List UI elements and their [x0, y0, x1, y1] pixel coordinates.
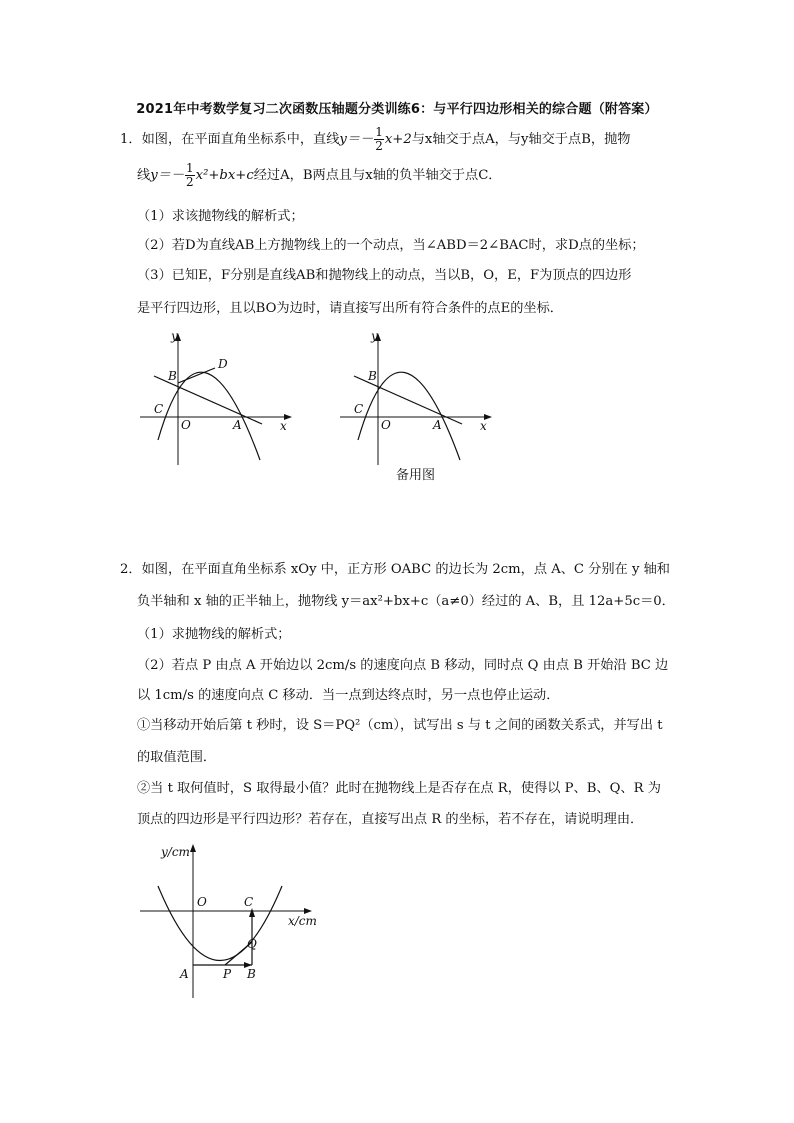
q2-line-2: 负半轴和 x 轴的正半轴上，抛物线 y＝ax²+bx+c（a≠0）经过的 A、B，且 12a+5c＝0． [137, 594, 675, 609]
fig2-point-a: A [433, 418, 442, 432]
q1-eq2-rhs: x²+bx+c [195, 168, 254, 183]
frac-denominator: 2 [375, 139, 383, 153]
q1-eq1-fraction [374, 126, 384, 153]
frac-numerator: 1 [186, 161, 194, 175]
fig1-point-d: D [218, 357, 228, 371]
q2-fig-x-label: x/cm [288, 914, 317, 928]
q1-part-3-line-2: 是平行四边形，且以BO为边时，请直接写出所有符合条件的点E的坐标． [137, 301, 563, 316]
q1-part-1: （1）求该抛物线的解析式； [137, 209, 304, 224]
q1-text: 线 [137, 168, 151, 183]
q2-fig-point-q: Q [247, 937, 257, 951]
fig2-x-label: x [480, 419, 487, 433]
fig1-origin: O [181, 418, 191, 432]
q2-part-2-line-1: （2）若点 P 由点 A 开始边以 2cm/s 的速度向点 B 移动，同时点 Q 由点 B 开始沿 BC 边 [137, 658, 669, 673]
fig1-point-c: C [154, 402, 164, 416]
q2-part-1: （1）求抛物线的解析式； [137, 627, 291, 642]
q1-eq2-fraction [185, 162, 195, 189]
frac-numerator: 1 [375, 125, 383, 139]
fig2-point-c: C [354, 402, 364, 416]
q2-fig-point-b: B [247, 967, 256, 981]
fig1-x-label: x [280, 419, 287, 433]
q1-line-2 [137, 162, 502, 189]
q2-line-1: 2．如图，在平面直角坐标系 xOy 中，正方形 OABC 的边长为 2cm，点 A、C 分别在 y 轴和 [120, 562, 670, 577]
q1-part-3-line-1: （3）已知E，F分别是直线AB和抛物线上的动点，当以B，O，E，F为顶点的四边形 [137, 268, 632, 283]
q2-fig-point-a: A [180, 967, 189, 981]
fig1-point-b: B [168, 369, 177, 383]
q2-fig-point-c: C [244, 895, 254, 909]
q1-part-2: （2）若D为直线AB上方抛物线上的一个动点，当∠ABD＝2∠BAC时，求D点的坐标； [137, 238, 645, 253]
q1-figure-main [140, 330, 300, 470]
q2-sub-2-line-1: ②当 t 取何值时，S 取得最小值？此时在抛物线上是否存在点 R，使得以 P、B、Q、R 为 [137, 781, 661, 796]
q2-sub-2-line-2: 顶点的四边形是平行四边形？若存在，直接写出点 R 的坐标，若不存在，请说明理由． [137, 812, 644, 827]
fig1-point-a: A [233, 418, 242, 432]
fig2-y-label: y [371, 330, 378, 343]
fig2-origin: O [381, 418, 391, 432]
q2-part-2-line-2: 以 1cm/s 的速度向点 C 移动．当一点到达终点时，另一点也停止运动． [137, 688, 560, 703]
q1-eq2-lhs: y＝－ [150, 168, 185, 183]
q1-text: 与x轴交于点A，与y轴交于点B，抛物 [411, 132, 631, 147]
q1-text: 经过A，B两点且与x轴的负半轴交于点C． [253, 168, 502, 183]
q2-figure [140, 840, 330, 1000]
q1-text: 1．如图，在平面直角坐标系中，直线 [120, 132, 340, 147]
q2-sub-1-line-1: ①当移动开始后第 t 秒时，设 S＝PQ²（cm），试写出 s 与 t 之间的函数关系式，并写出 t [137, 718, 663, 733]
fig1-y-label: y [171, 330, 178, 343]
frac-denominator: 2 [186, 175, 194, 189]
q1-line-1 [120, 126, 630, 153]
q2-sub-1-line-2: 的取值范围． [137, 750, 217, 765]
q1-figure-backup [340, 330, 500, 470]
q1-eq1-lhs: y＝－ [339, 132, 374, 147]
q2-fig-point-p: P [223, 967, 232, 981]
q1-eq1-rhs: x+2 [384, 132, 412, 147]
page-title: 2021年中考数学复习二次函数压轴题分类训练6：与平行四边形相关的综合题（附答案） [136, 102, 658, 117]
backup-figure-caption: 备用图 [396, 468, 436, 483]
q2-fig-y-label: y/cm [161, 845, 190, 859]
fig2-point-b: B [368, 369, 377, 383]
q2-fig-origin: O [197, 895, 207, 909]
